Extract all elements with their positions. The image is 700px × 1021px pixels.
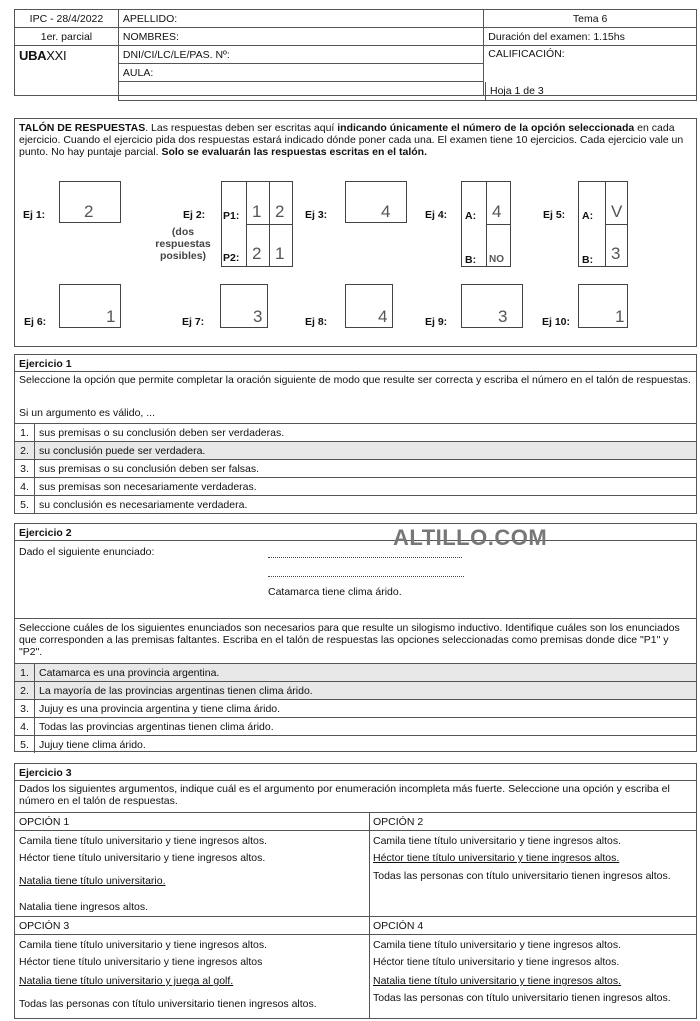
ej5-b-label: B: — [582, 254, 594, 266]
aula-field: AULA: — [118, 64, 483, 82]
ej1-option[interactable]: 5. su conclusión es necesariamente verdadera. — [15, 495, 696, 513]
op2-line2: Héctor tiene título universitario y tiene ingresos altos. — [373, 852, 620, 864]
ejercicio-2 — [14, 523, 697, 752]
op3-line3: Natalia tiene título universitario y juega al golf. — [19, 975, 234, 987]
ej3-answer-box[interactable] — [345, 181, 407, 223]
ej5-a: V — [611, 202, 623, 221]
ej2-option[interactable]: 4. Todas las provincias argentinas tienen clima árido. — [15, 717, 696, 735]
parcial: 1er. parcial — [15, 28, 119, 46]
ej2-title: Ejercicio 2 — [15, 524, 696, 541]
ej4-label: Ej 4: — [425, 209, 448, 221]
op1-line1: Camila tiene título universitario y tiene ingresos altos. — [19, 835, 268, 847]
altillo-watermark: ALTILLO.COM — [393, 525, 548, 550]
ej7-answer: 3 — [253, 307, 263, 326]
ipc-date: IPC - 28/4/2022 — [15, 10, 119, 28]
ej10-answer: 1 — [615, 307, 625, 326]
ej1-option[interactable]: 1. sus premisas o su conclusión deben ser verdaderas. — [15, 423, 696, 441]
talon-instructions: TALÓN DE RESPUESTAS. Las respuestas deben ser escritas aquí indicando únicamente el número de la opción seleccionada en cada ejercicio. Cuando el ejercicio pida dos respuestas estará indicado dónde poner cada una. El examen tiene 10 ejercicios. Cada ejercicio vale un punto. No hay puntaje parcial. Solo se evaluarán las respuestas escritas en el talón. — [19, 122, 684, 158]
ej10-label: Ej 10: — [542, 316, 571, 328]
ej1-option[interactable]: 4. sus premisas son necesariamente verdaderas. — [15, 477, 696, 495]
ej6-answer: 1 — [106, 307, 116, 326]
ej2-instructions: Seleccione cuáles de los siguientes enunciados son necesarios para que resulte un silogismo inductivo. Identifique cuáles son los enunciados que corresponden a las premisas faltantes. Escriba en el talón de respuestas las opciones seleccionadas como premisas donde dice "P1" y "P2". — [15, 618, 696, 663]
op4-line4: Todas las personas con título universitario tienen ingresos altos. — [373, 992, 671, 1004]
ej4-answer-box[interactable] — [461, 181, 511, 267]
ej4-b-label: B: — [465, 254, 477, 266]
hoja-row — [118, 82, 697, 101]
op2-label[interactable]: OPCIÓN 2 — [373, 816, 424, 828]
ej2-note: (dos respuestas posibles) — [155, 226, 211, 262]
nombres-field: NOMBRES: — [118, 28, 483, 46]
ej2-conclusion: Catamarca tiene clima árido. — [268, 586, 402, 598]
ej2-option[interactable]: 5. Jujuy tiene clima árido. — [15, 735, 696, 753]
ej1-label: Ej 1: — [23, 209, 46, 221]
ej2-p1a: 1 — [252, 202, 262, 221]
ej4-a-label: A: — [465, 210, 477, 222]
ej7-label: Ej 7: — [182, 316, 205, 328]
tema: Tema 6 — [484, 10, 697, 28]
ej1-title: Ejercicio 1 — [15, 355, 696, 372]
ej4-b: NO — [489, 254, 504, 265]
ej2-option[interactable]: 2. La mayoría de las provincias argentinas tienen clima árido. — [15, 681, 696, 699]
ej8-label: Ej 8: — [305, 316, 328, 328]
ej5-a-label: A: — [582, 210, 594, 222]
op4-line3: Natalia tiene título universitario y tiene ingresos altos. — [373, 975, 622, 987]
ej2-blank-premise-2 — [268, 576, 464, 577]
ej8-answer: 4 — [378, 307, 388, 326]
ejercicio-1 — [14, 354, 697, 514]
op1-line4: Natalia tiene ingresos altos. — [19, 901, 148, 913]
ej3-answer: 4 — [381, 202, 391, 221]
duracion: Duración del examen: 1.15hs — [484, 28, 697, 46]
ej7-answer-box[interactable] — [220, 284, 268, 328]
ej2-option[interactable]: 3. Jujuy es una provincia argentina y tiene clima árido. — [15, 699, 696, 717]
ej2-p2-label: P2: — [223, 252, 240, 264]
ej3-options-grid — [15, 812, 696, 1018]
op1-line3: Natalia tiene título universitario. — [19, 875, 166, 887]
ej2-p1b: 2 — [275, 202, 285, 221]
ejercicio-3 — [14, 763, 697, 1019]
talon-de-respuestas — [14, 118, 697, 347]
ej2-p1-label: P1: — [223, 210, 240, 222]
ej2-label: Ej 2: — [183, 209, 206, 221]
ej1-instructions: Seleccione la opción que permite completar la oración siguiente de modo que resulte ser correcta y escriba el número en el talón de respuestas. — [19, 374, 691, 386]
ej9-answer-box[interactable] — [461, 284, 523, 328]
op2-line1: Camila tiene título universitario y tiene ingresos altos. — [373, 835, 622, 847]
op3-label[interactable]: OPCIÓN 3 — [19, 920, 70, 932]
ej2-blank-premise-1 — [268, 557, 462, 558]
ej4-a: 4 — [492, 202, 502, 221]
op3-line1: Camila tiene título universitario y tiene ingresos altos. — [19, 939, 268, 951]
ej3-label: Ej 3: — [305, 209, 328, 221]
ej10-answer-box[interactable] — [578, 284, 628, 328]
ej9-answer: 3 — [498, 307, 508, 326]
op3-line2: Héctor tiene título universitario y tiene ingresos altos — [19, 956, 263, 968]
ej8-answer-box[interactable] — [345, 284, 393, 328]
ej2-answer-box[interactable] — [221, 181, 293, 267]
ej2-dado: Dado el siguiente enunciado: — [19, 546, 155, 558]
ej6-label: Ej 6: — [24, 316, 47, 328]
ej1-answer: 2 — [84, 202, 94, 221]
ej5-b: 3 — [611, 244, 621, 263]
ej1-option[interactable]: 3. sus premisas o su conclusión deben ser falsas. — [15, 459, 696, 477]
dni-field: DNI/CI/LC/LE/PAS. Nº: — [118, 46, 483, 64]
ej1-option[interactable]: 2. su conclusión puede ser verdadera. — [15, 441, 696, 459]
ej6-answer-box[interactable] — [59, 284, 121, 328]
ej3-instructions: Dados los siguientes argumentos, indique cuál es el argumento por enumeración incompleta más fuerte. Seleccione una opción y escriba el número en el talón de respuestas. — [19, 783, 670, 807]
op4-line1: Camila tiene título universitario y tiene ingresos altos. — [373, 939, 622, 951]
op3-line4: Todas las personas con título universitario tienen ingresos altos. — [19, 998, 317, 1010]
op2-line3: Todas las personas con título universitario tienen ingresos altos. — [373, 870, 671, 882]
op4-line2: Héctor tiene título universitario y tiene ingresos altos. — [373, 956, 620, 968]
ej5-answer-box[interactable] — [578, 181, 628, 267]
op1-line2: Héctor tiene título universitario y tiene ingresos altos. — [19, 852, 266, 864]
ej9-label: Ej 9: — [425, 316, 448, 328]
uba-logo: UBAXXI — [15, 46, 119, 96]
hoja: Hoja 1 de 3 — [485, 82, 544, 100]
calificacion: CALIFICACIÓN: — [484, 46, 697, 96]
op1-label[interactable]: OPCIÓN 1 — [19, 816, 70, 828]
ej2-option[interactable]: 1. Catamarca es una provincia argentina. — [15, 663, 696, 681]
apellido-field: APELLIDO: — [118, 10, 483, 28]
op4-label[interactable]: OPCIÓN 4 — [373, 920, 424, 932]
ej1-stem: Si un argumento es válido, ... — [19, 407, 155, 419]
ej2-p2b: 1 — [275, 244, 285, 263]
ej2-p2a: 2 — [252, 244, 262, 263]
ej2-enunciado — [15, 541, 696, 618]
ej3-title: Ejercicio 3 — [15, 764, 696, 781]
ej5-label: Ej 5: — [543, 209, 566, 221]
ej1-answer-box[interactable] — [59, 181, 121, 223]
